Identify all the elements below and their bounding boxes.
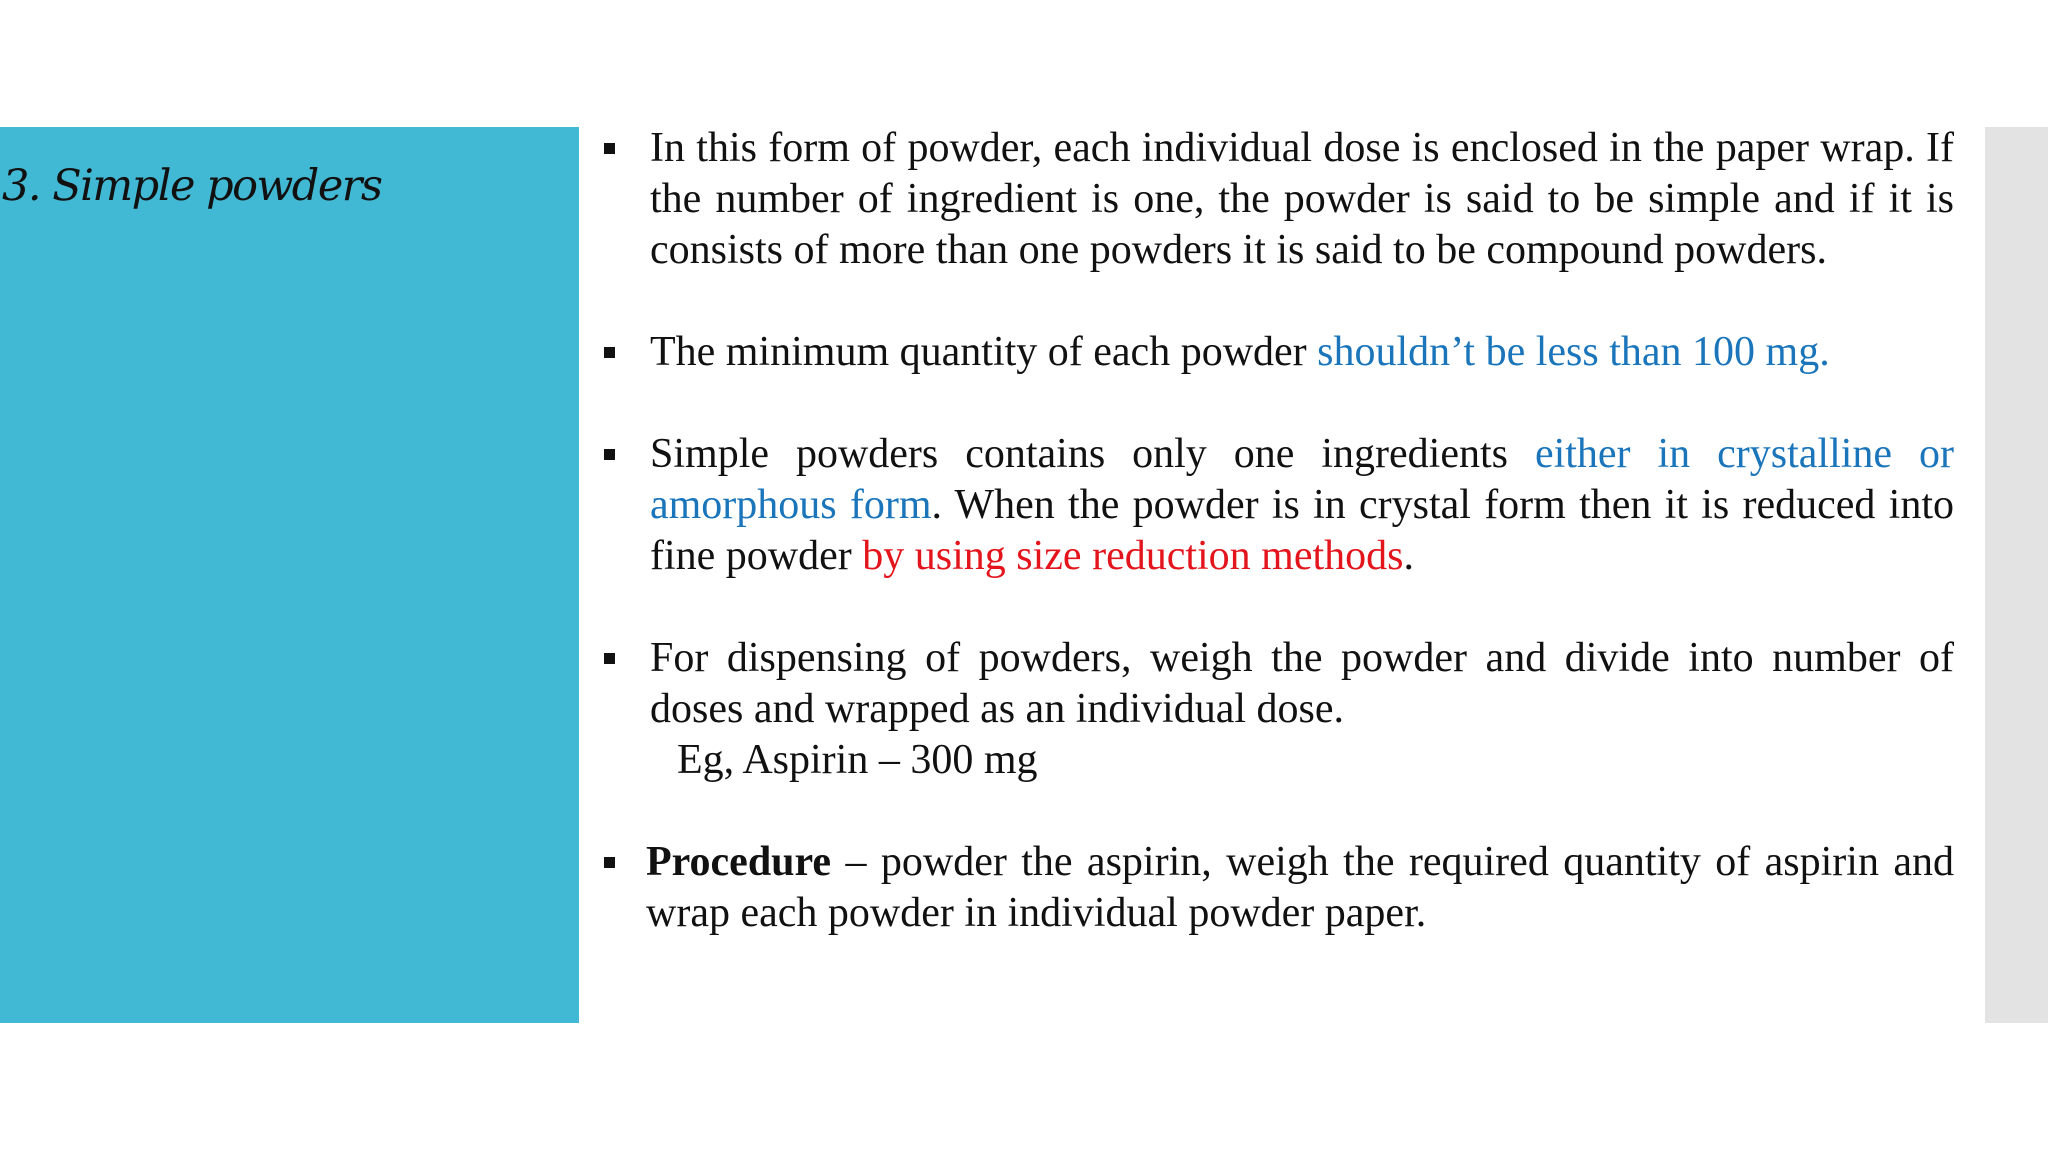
square-bullet-icon [604, 857, 615, 868]
bullet-text: Simple powders contains only one ingredients [650, 431, 1535, 477]
procedure-label: Procedure [646, 839, 832, 885]
bullet-list [604, 123, 1954, 939]
highlight-text-blue: shouldn’t be less than 100 mg. [1317, 329, 1830, 375]
bullet-text: The minimum quantity of each powder [650, 329, 1318, 375]
slide-title: 3. Simple powders [2, 161, 382, 211]
bullet-item-single-ingredient [604, 429, 1954, 582]
highlight-text-red: by using size reduction methods [862, 533, 1404, 579]
bullet-text: For dispensing of powders, weigh the powder and divide into number of doses and wrapped as an individual dose. [650, 635, 1954, 732]
example-line: Eg, Aspirin – 300 mg [677, 737, 1038, 783]
bullet-item-dispensing [604, 633, 1954, 786]
right-side-strip [1985, 127, 2048, 1023]
square-bullet-icon [604, 347, 615, 358]
highlight-text-blue: either in crystalline or amorphous form [650, 431, 1954, 528]
bullet-text-end: . [1403, 533, 1415, 579]
bullet-text: In this form of powder, each individual dose is enclosed in the paper wrap. If the number of ingredient is one, the powder is said to be simple and if it is consists of more than one powders it is said to be compound powders. [650, 125, 1954, 273]
bullet-text: – powder the aspirin, weigh the required quantity of aspirin and wrap each powder in individual powder paper. [646, 839, 1954, 936]
bullet-item-procedure [604, 837, 1954, 939]
square-bullet-icon [604, 143, 615, 154]
square-bullet-icon [604, 653, 615, 664]
bullet-item-dose-wrap [604, 123, 1954, 276]
title-panel [0, 127, 579, 1023]
square-bullet-icon [604, 449, 615, 460]
bullet-item-minimum-quantity [604, 327, 1954, 378]
bullet-text-middle: . When the powder is in crystal form then it is reduced into fine powder [650, 482, 1954, 579]
